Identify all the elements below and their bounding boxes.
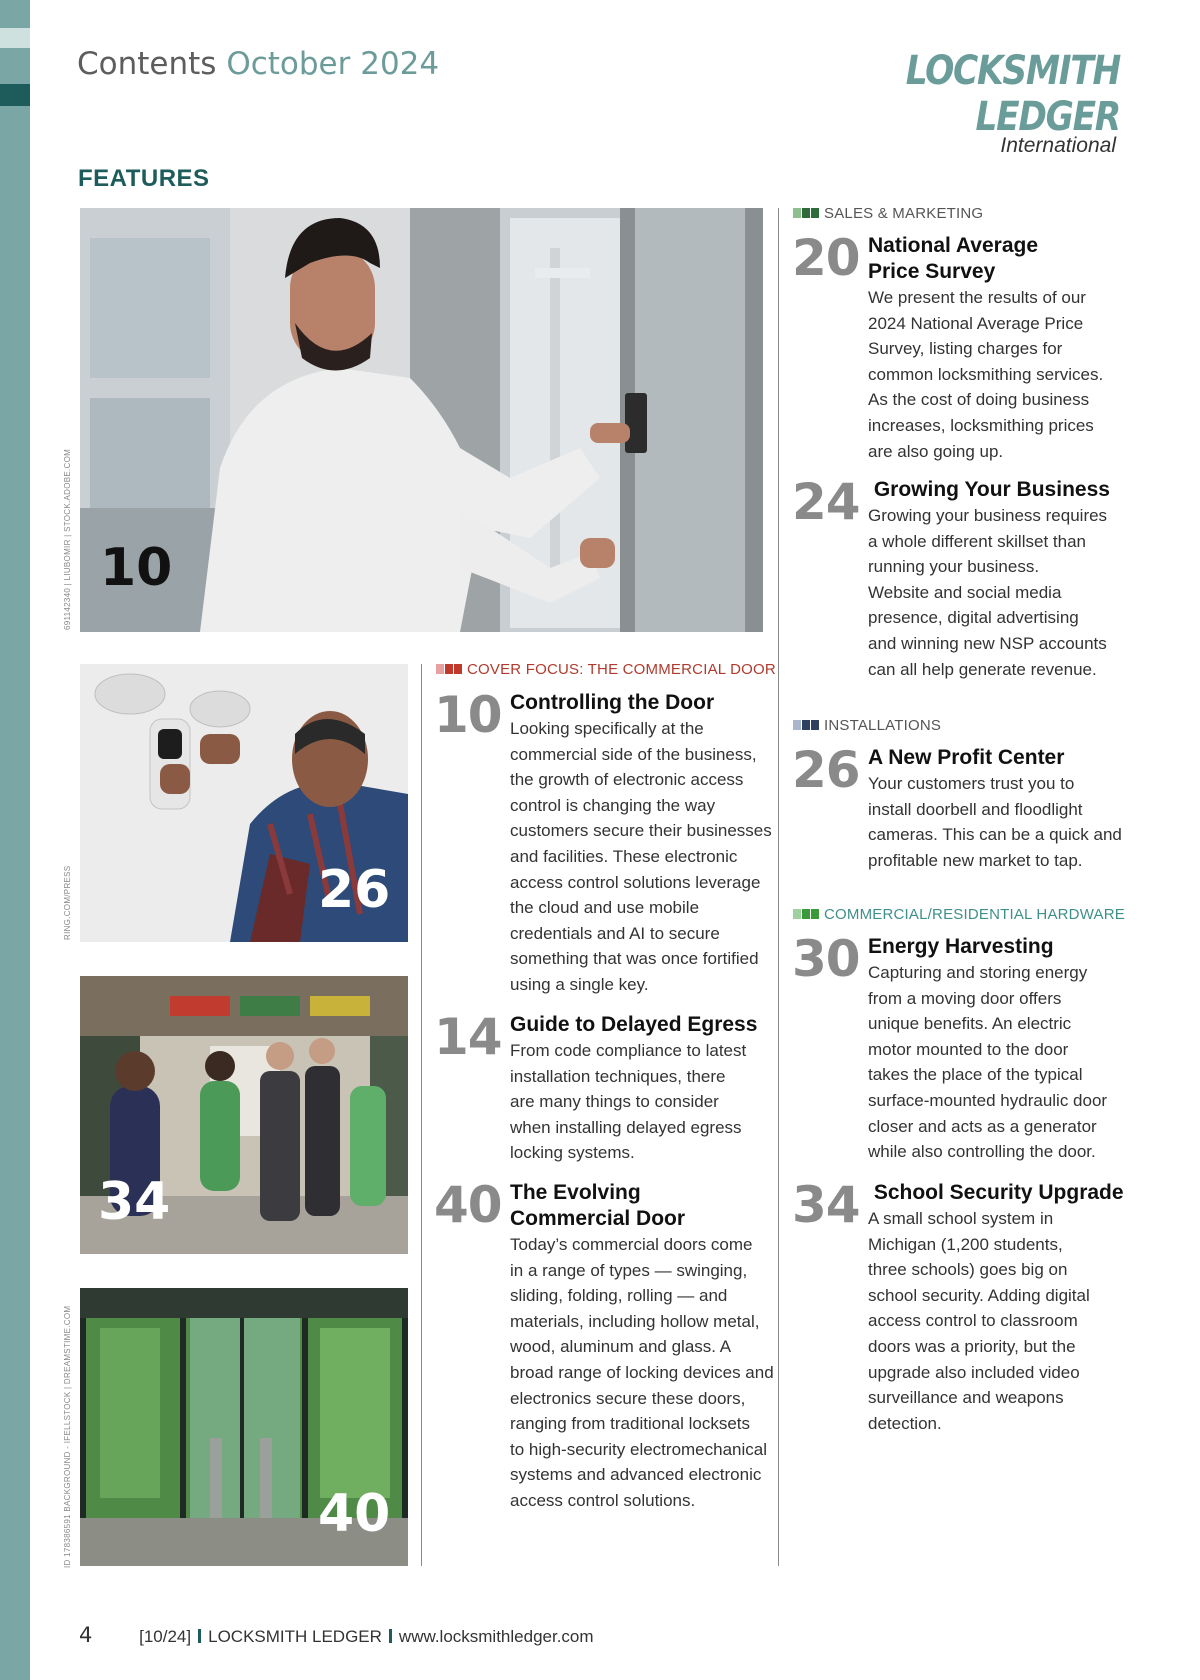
- article-description: [868, 960, 1107, 1165]
- desc-line: broad range of locking devices and: [510, 1362, 774, 1382]
- desc-line: the cloud and use mobile: [510, 898, 700, 918]
- category-text: SALES & MARKETING: [824, 205, 984, 222]
- article-title: [868, 934, 1107, 960]
- desc-line: cameras. This can be a quick and: [868, 825, 1122, 845]
- desc-line: upgrade also included video: [868, 1362, 1080, 1382]
- category-label: [793, 906, 1125, 923]
- title-line: Guide to Delayed Egress: [510, 1013, 758, 1036]
- category-label: [793, 205, 983, 222]
- article-title: [510, 690, 772, 716]
- desc-line: increases, locksmithing prices: [868, 415, 1094, 435]
- desc-line: credentials and AI to secure: [510, 923, 720, 943]
- title-line: The Evolving: [510, 1181, 641, 1204]
- article-description: [868, 285, 1103, 464]
- article-description: [510, 1232, 774, 1514]
- desc-line: Growing your business requires: [868, 506, 1108, 525]
- category-swatch: [811, 720, 819, 730]
- article-description: [868, 771, 1122, 873]
- desc-line: the growth of electronic access: [510, 770, 744, 790]
- desc-line: presence, digital advertising: [868, 608, 1079, 628]
- desc-line: something that was once fortified: [510, 949, 759, 969]
- desc-line: Looking specifically at the: [510, 719, 704, 738]
- category-swatch: [802, 909, 810, 919]
- footer-divider: [198, 1629, 201, 1643]
- feature-photo-school-hallway: [80, 976, 408, 1254]
- desc-line: doors was a priority, but the: [868, 1336, 1076, 1356]
- footer-url-link[interactable]: www.locksmithledger.com: [398, 1627, 594, 1646]
- desc-line: and facilities. These electronic: [510, 846, 738, 866]
- desc-line: From code compliance to latest: [510, 1041, 747, 1060]
- issue-code: [10/24]: [139, 1627, 192, 1646]
- page-title-label: Contents: [77, 46, 217, 82]
- title-line: A New Profit Center: [868, 746, 1065, 769]
- desc-line: in a range of types — swinging,: [510, 1260, 748, 1280]
- title-line: National Average: [868, 234, 1038, 257]
- desc-line: Today’s commercial doors come: [510, 1235, 753, 1254]
- desc-line: are also going up.: [868, 441, 1004, 461]
- category-swatch: [793, 909, 801, 919]
- photo-page-number: 34: [98, 1172, 171, 1232]
- desc-line: can all help generate revenue.: [868, 659, 1097, 679]
- desc-line: a whole different skillset than: [868, 531, 1086, 551]
- desc-line: Website and social media: [868, 582, 1062, 602]
- desc-line: are many things to consider: [510, 1092, 719, 1112]
- desc-line: motor mounted to the door: [868, 1039, 1069, 1059]
- desc-line: commercial side of the business,: [510, 744, 757, 764]
- article-page-number: 26: [792, 741, 860, 799]
- photo-page-number: 26: [318, 860, 391, 920]
- category-text: COVER FOCUS: THE COMMERCIAL DOOR: [467, 661, 776, 678]
- logo-sub-text: International: [1000, 134, 1116, 157]
- desc-line: surveillance and weapons: [868, 1388, 1064, 1408]
- desc-line: while also controlling the door.: [868, 1142, 1096, 1162]
- desc-line: Your customers trust you to: [868, 774, 1075, 793]
- side-color-strip: [0, 0, 30, 1680]
- desc-line: common locksmithing services.: [868, 364, 1104, 384]
- features-heading: FEATURES: [78, 165, 210, 192]
- issue-month: October 2024: [226, 46, 440, 82]
- article-page-number: 10: [434, 686, 502, 744]
- desc-line: and winning new NSP accounts: [868, 633, 1107, 653]
- title-line: Price Survey: [868, 260, 996, 283]
- desc-line: control is changing the way: [510, 795, 716, 815]
- photo-man-at-door: [80, 208, 763, 632]
- article-description: [868, 503, 1110, 682]
- desc-line: when installing delayed egress: [510, 1117, 742, 1137]
- photo-page-number: 40: [318, 1484, 391, 1544]
- desc-line: customers secure their businesses: [510, 821, 772, 841]
- category-swatch: [811, 909, 819, 919]
- desc-line: Capturing and storing energy: [868, 963, 1088, 982]
- page-footer: [79, 1623, 594, 1647]
- footer-magazine-name: LOCKSMITH LEDGER: [208, 1627, 382, 1646]
- article-title: [510, 1180, 774, 1232]
- desc-line: profitable new market to tap.: [868, 850, 1083, 870]
- article-page-number: 34: [792, 1176, 860, 1234]
- photo-credit: RING.COM/PRESS: [63, 865, 72, 940]
- category-swatch: [793, 208, 801, 218]
- desc-line: takes the place of the typical: [868, 1065, 1083, 1085]
- logo-main-text: LOCKSMITH LEDGER: [905, 48, 1120, 140]
- article-page-number: 40: [434, 1176, 502, 1234]
- category-text: COMMERCIAL/RESIDENTIAL HARDWARE: [824, 906, 1125, 923]
- side-strip-accent-light: [0, 28, 30, 48]
- side-strip-accent-dark: [0, 84, 30, 106]
- desc-line: installation techniques, there: [510, 1066, 726, 1086]
- desc-line: install doorbell and floodlight: [868, 799, 1083, 819]
- desc-line: sliding, folding, rolling — and: [510, 1286, 728, 1306]
- article-title: [510, 1012, 757, 1038]
- footer-divider: [389, 1629, 392, 1643]
- feature-photo-access-control: [80, 208, 763, 632]
- photo-page-number: 10: [100, 538, 173, 598]
- title-line: School Security Upgrade: [868, 1181, 1124, 1204]
- category-text: INSTALLATIONS: [824, 717, 942, 734]
- desc-line: detection.: [868, 1413, 942, 1433]
- magazine-logo: [790, 48, 1120, 158]
- desc-line: As the cost of doing business: [868, 390, 1090, 410]
- article-description: [510, 716, 772, 998]
- article-description: [510, 1038, 757, 1166]
- desc-line: ranging from traditional locksets: [510, 1414, 751, 1434]
- desc-line: unique benefits. An electric: [868, 1014, 1072, 1034]
- desc-line: school security. Adding digital: [868, 1285, 1090, 1305]
- desc-line: electronics secure these doors,: [510, 1388, 746, 1408]
- title-line: Energy Harvesting: [868, 935, 1054, 958]
- category-swatch: [793, 720, 801, 730]
- column-divider: [778, 208, 779, 1566]
- category-swatch: [802, 208, 810, 218]
- desc-line: running your business.: [868, 557, 1040, 577]
- feature-photo-commercial-door: [80, 1288, 408, 1566]
- desc-line: access control to classroom: [868, 1311, 1078, 1331]
- desc-line: locking systems.: [510, 1143, 635, 1163]
- category-swatch: [445, 664, 453, 674]
- title-line: Controlling the Door: [510, 691, 715, 714]
- title-line: Commercial Door: [510, 1207, 686, 1230]
- article-page-number: 24: [792, 473, 860, 531]
- column-divider: [421, 664, 422, 1566]
- desc-line: access control solutions.: [510, 1490, 696, 1510]
- desc-line: A small school system in: [868, 1209, 1054, 1228]
- desc-line: closer and acts as a generator: [868, 1116, 1097, 1136]
- desc-line: using a single key.: [510, 974, 649, 994]
- category-swatch: [436, 664, 444, 674]
- desc-line: systems and advanced electronic: [510, 1465, 762, 1485]
- desc-line: access control solutions leverage: [510, 872, 761, 892]
- article-title: [868, 1180, 1124, 1206]
- desc-line: to high-security electromechanical: [510, 1439, 768, 1459]
- desc-line: materials, including hollow metal,: [510, 1311, 760, 1331]
- desc-line: three schools) goes big on: [868, 1260, 1068, 1280]
- article-page-number: 30: [792, 930, 860, 988]
- photo-credit: 691142340 | LIUBOMIR | STOCK.ADOBE.COM: [63, 448, 72, 630]
- desc-line: surface-mounted hydraulic door: [868, 1090, 1108, 1110]
- desc-line: We present the results of our: [868, 288, 1086, 307]
- category-swatch: [802, 720, 810, 730]
- article-page-number: 20: [792, 229, 860, 287]
- page-title: [77, 46, 439, 82]
- article-description: [868, 1206, 1124, 1436]
- feature-photo-camera-install: [80, 664, 408, 942]
- desc-line: 2024 National Average Price: [868, 313, 1084, 333]
- article-page-number: 14: [434, 1008, 502, 1066]
- category-swatch: [811, 208, 819, 218]
- desc-line: wood, aluminum and glass. A: [510, 1337, 732, 1357]
- article-title: [868, 477, 1110, 503]
- desc-line: Michigan (1,200 students,: [868, 1234, 1063, 1254]
- category-label: [793, 717, 941, 734]
- article-title: [868, 233, 1103, 285]
- category-swatch: [454, 664, 462, 674]
- desc-line: Survey, listing charges for: [868, 339, 1063, 359]
- title-line: Growing Your Business: [868, 478, 1110, 501]
- desc-line: from a moving door offers: [868, 988, 1062, 1008]
- page-number: 4: [79, 1623, 93, 1647]
- article-title: [868, 745, 1122, 771]
- photo-credit: ID 178386591 BACKGROUND - IFELLSTOCK | DREAMSTIME.COM: [63, 1305, 72, 1568]
- category-label: [436, 661, 776, 678]
